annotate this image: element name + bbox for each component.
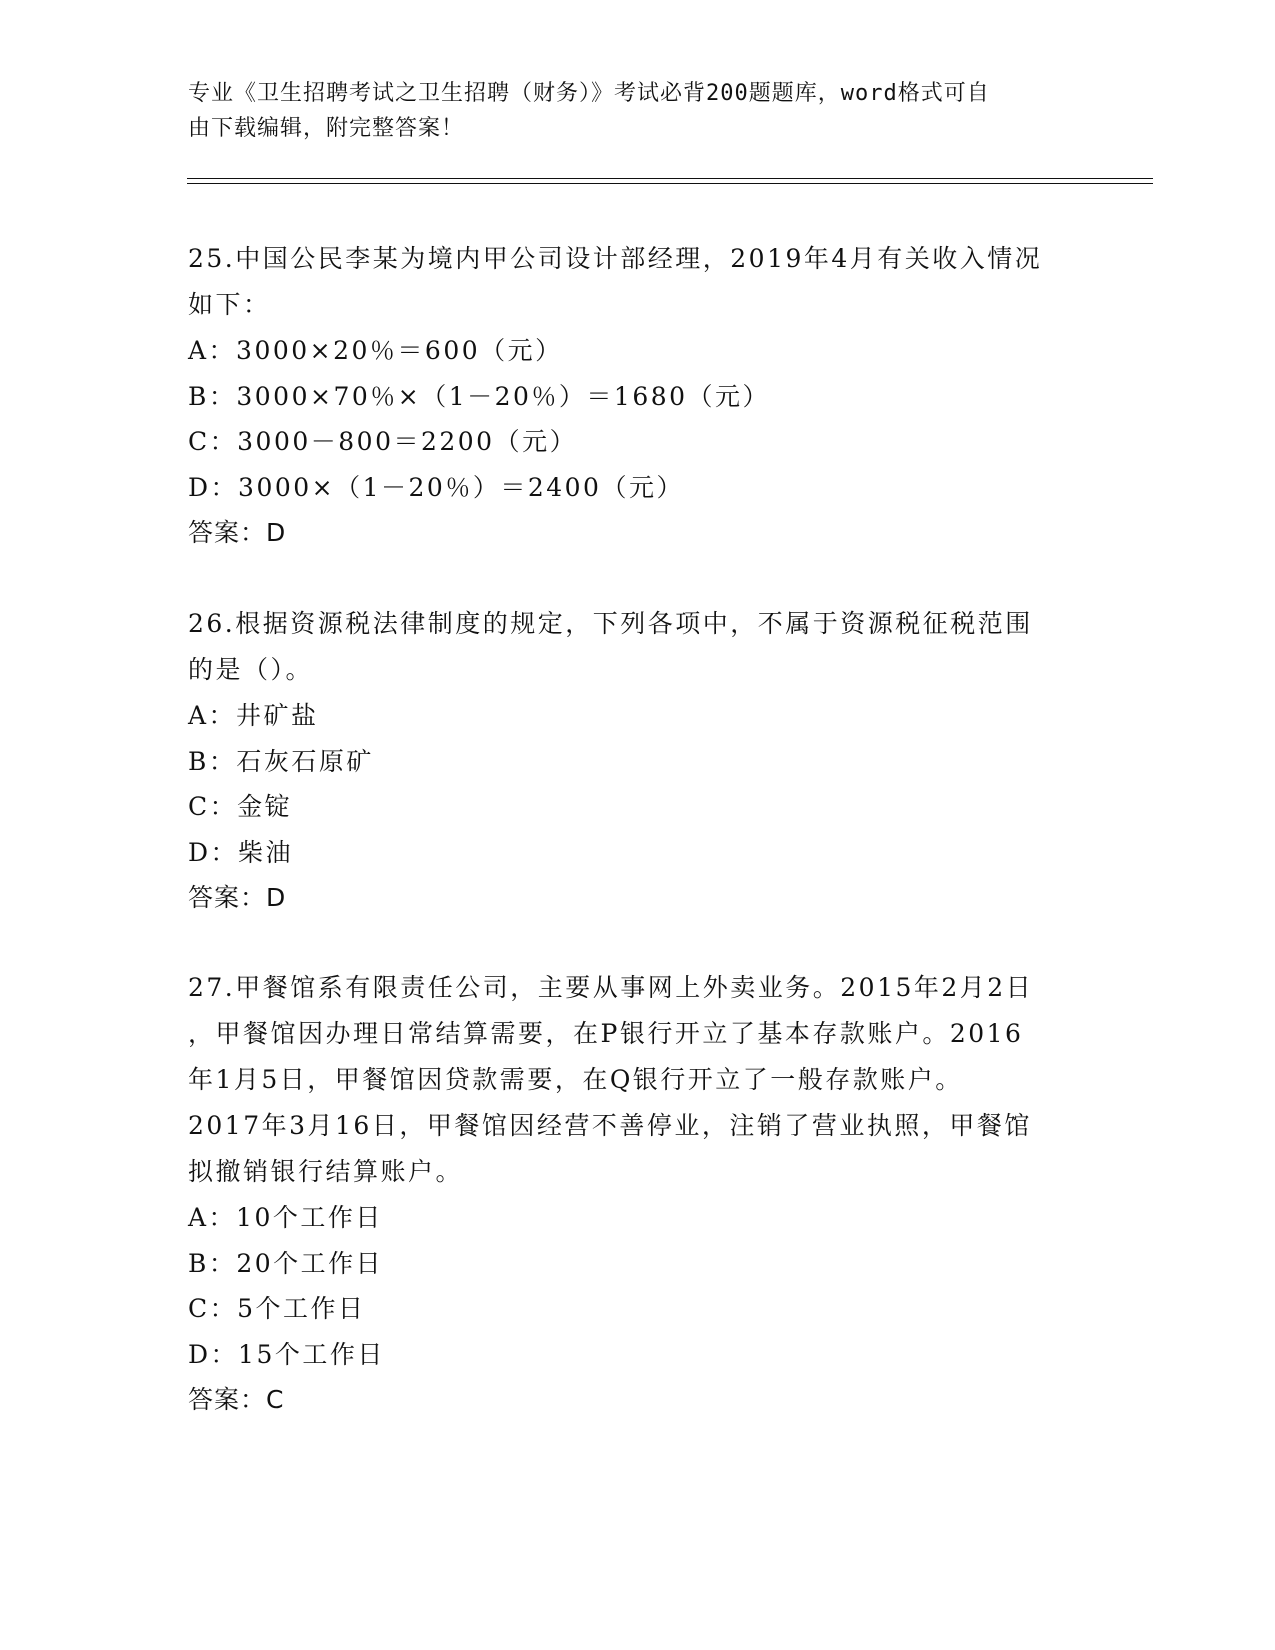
question-stem-line: 拟撤销银行结算账户。 [188, 1157, 464, 1186]
question-stem-line: 如下： [188, 290, 271, 319]
option-d: D：柴油 [188, 837, 294, 867]
option-b: B：20个工作日 [188, 1248, 384, 1278]
question-stem-line: 2017年3月16日，甲餐馆因经营不善停业，注销了营业执照，甲餐馆 [188, 1111, 1032, 1140]
option-a: A：3000×20％＝600（元） [188, 336, 563, 365]
question-stem-line: 26.根据资源税法律制度的规定，下列各项中，不属于资源税征税范围 [188, 609, 1033, 638]
option-a: A：井矿盐 [188, 701, 319, 730]
header-divider-top [187, 178, 1153, 179]
option-d: D：3000×（1－20％）＝2400（元） [188, 472, 684, 502]
option-c: C：3000－800＝2200（元） [188, 427, 578, 456]
option-b: B：3000×70％×（1－20％）＝1680（元） [188, 381, 771, 411]
question-27 [188, 965, 1088, 1423]
question-stem-line: 25.中国公民李某为境内甲公司设计部经理，2019年4月有关收入情况 [188, 244, 1043, 273]
header-divider-bottom [187, 183, 1153, 184]
header-intro-line-2: 由下载编辑，附完整答案！ [188, 116, 465, 141]
answer-line: 答案：D [188, 518, 287, 547]
answer-line: 答案：C [188, 1385, 285, 1414]
question-stem-line: 的是（）。 [188, 655, 314, 684]
option-a: A：10个工作日 [188, 1203, 383, 1232]
question-25 [188, 236, 1088, 556]
option-d: D：15个工作日 [188, 1339, 385, 1369]
option-b: B：石灰石原矿 [188, 746, 374, 776]
option-c: C：5个工作日 [188, 1294, 366, 1323]
option-c: C：金锭 [188, 792, 293, 821]
question-stem-line: ，甲餐馆因办理日常结算需要，在P银行开立了基本存款账户。2016 [188, 1019, 1024, 1048]
header-intro-line-1: 专业《卫生招聘考试之卫生招聘（财务）》考试必背200题题库，word格式可自 [188, 81, 990, 106]
question-26 [188, 601, 1088, 921]
question-stem-line: 年1月5日，甲餐馆因贷款需要，在Q银行开立了一般存款账户。 [188, 1065, 963, 1094]
question-stem-line: 27.甲餐馆系有限责任公司，主要从事网上外卖业务。2015年2月2日 [188, 973, 1034, 1002]
document-header [188, 76, 1068, 146]
answer-line: 答案：D [188, 883, 287, 912]
